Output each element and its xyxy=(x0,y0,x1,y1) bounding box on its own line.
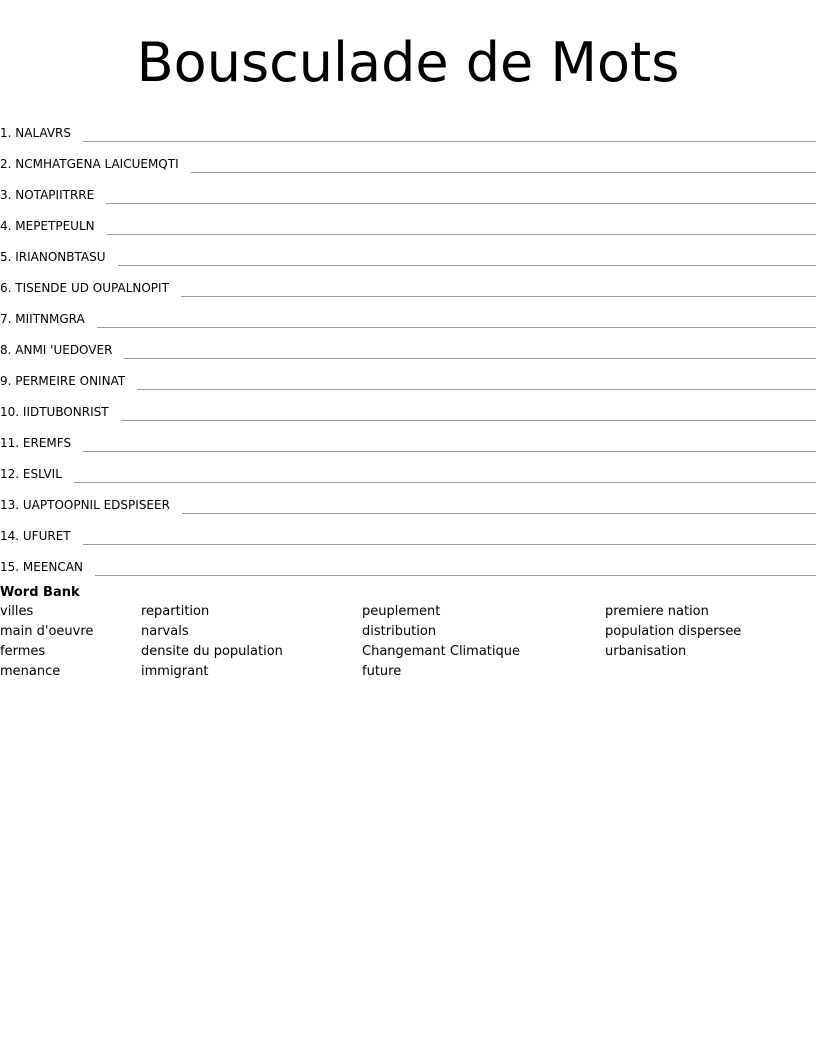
question-row xyxy=(0,544,816,575)
question-label: 13. UAPTOOPNIL EDSPISEER xyxy=(0,498,170,512)
question-label: 8. ANMI 'UEDOVER xyxy=(0,343,113,357)
word-bank-item: premiere nation xyxy=(605,604,709,619)
question-label: 3. NOTAPIITRRE xyxy=(0,188,95,202)
word-bank-item: urbanisation xyxy=(605,644,687,659)
question-row xyxy=(0,389,816,420)
question-row xyxy=(0,141,816,172)
word-bank-item: future xyxy=(362,664,402,679)
answer-line[interactable] xyxy=(83,543,816,545)
answer-line[interactable] xyxy=(83,450,816,452)
question-label: 5. IRIANONBTASU xyxy=(0,250,106,264)
word-bank-item: menance xyxy=(0,664,61,679)
question-row xyxy=(0,110,816,141)
word-bank-item: peuplement xyxy=(362,604,441,619)
answer-line[interactable] xyxy=(182,512,816,514)
page-title: Bousculade de Mots xyxy=(136,31,680,94)
word-bank-title: Word Bank xyxy=(0,585,80,600)
word-bank-item: main d'oeuvre xyxy=(0,624,94,639)
answer-line[interactable] xyxy=(83,140,816,142)
word-bank-item: fermes xyxy=(0,644,46,659)
question-row xyxy=(0,265,816,296)
answer-line[interactable] xyxy=(181,295,816,297)
question-label: 2. NCMHATGENA LAICUEMQTI xyxy=(0,157,179,171)
question-row xyxy=(0,234,816,265)
question-row xyxy=(0,358,816,389)
question-label: 1. NALAVRS xyxy=(0,126,72,140)
answer-line[interactable] xyxy=(191,171,816,173)
question-row xyxy=(0,451,816,482)
question-row xyxy=(0,296,816,327)
answer-line[interactable] xyxy=(74,481,816,483)
question-label: 4. MEPETPEULN xyxy=(0,219,95,233)
question-row xyxy=(0,482,816,513)
question-label: 6. TISENDE UD OUPALNOPIT xyxy=(0,281,169,295)
answer-line[interactable] xyxy=(95,574,816,576)
question-label: 14. UFURET xyxy=(0,529,71,543)
word-bank-grid xyxy=(0,602,816,682)
question-label: 9. PERMEIRE ONINAT xyxy=(0,374,126,388)
question-row xyxy=(0,172,816,203)
word-bank-item xyxy=(605,662,816,682)
question-row xyxy=(0,513,816,544)
word-bank-item: villes xyxy=(0,604,34,619)
word-bank-item: population dispersee xyxy=(605,624,742,639)
answer-line[interactable] xyxy=(106,202,816,204)
word-bank-item: immigrant xyxy=(141,664,209,679)
question-label: 15. MEENCAN xyxy=(0,560,83,574)
word-bank-item: repartition xyxy=(141,604,210,619)
answer-line[interactable] xyxy=(118,264,816,266)
question-label: 11. EREMFS xyxy=(0,436,72,450)
word-bank-item: densite du population xyxy=(141,644,283,659)
word-bank-item: distribution xyxy=(362,624,437,639)
word-bank-item: Changemant Climatique xyxy=(362,644,520,659)
question-list xyxy=(0,110,816,575)
question-label: 7. MIITNMGRA xyxy=(0,312,85,326)
answer-line[interactable] xyxy=(97,326,816,328)
question-label: 12. ESLVIL xyxy=(0,467,62,481)
answer-line[interactable] xyxy=(124,357,816,359)
answer-line[interactable] xyxy=(121,419,816,421)
question-label: 10. IIDTUBONRIST xyxy=(0,405,109,419)
answer-line[interactable] xyxy=(137,388,816,390)
word-bank-item: narvals xyxy=(141,624,189,639)
question-row xyxy=(0,420,816,451)
answer-line[interactable] xyxy=(107,233,816,235)
question-row xyxy=(0,327,816,358)
question-row xyxy=(0,203,816,234)
word-bank xyxy=(0,584,816,682)
